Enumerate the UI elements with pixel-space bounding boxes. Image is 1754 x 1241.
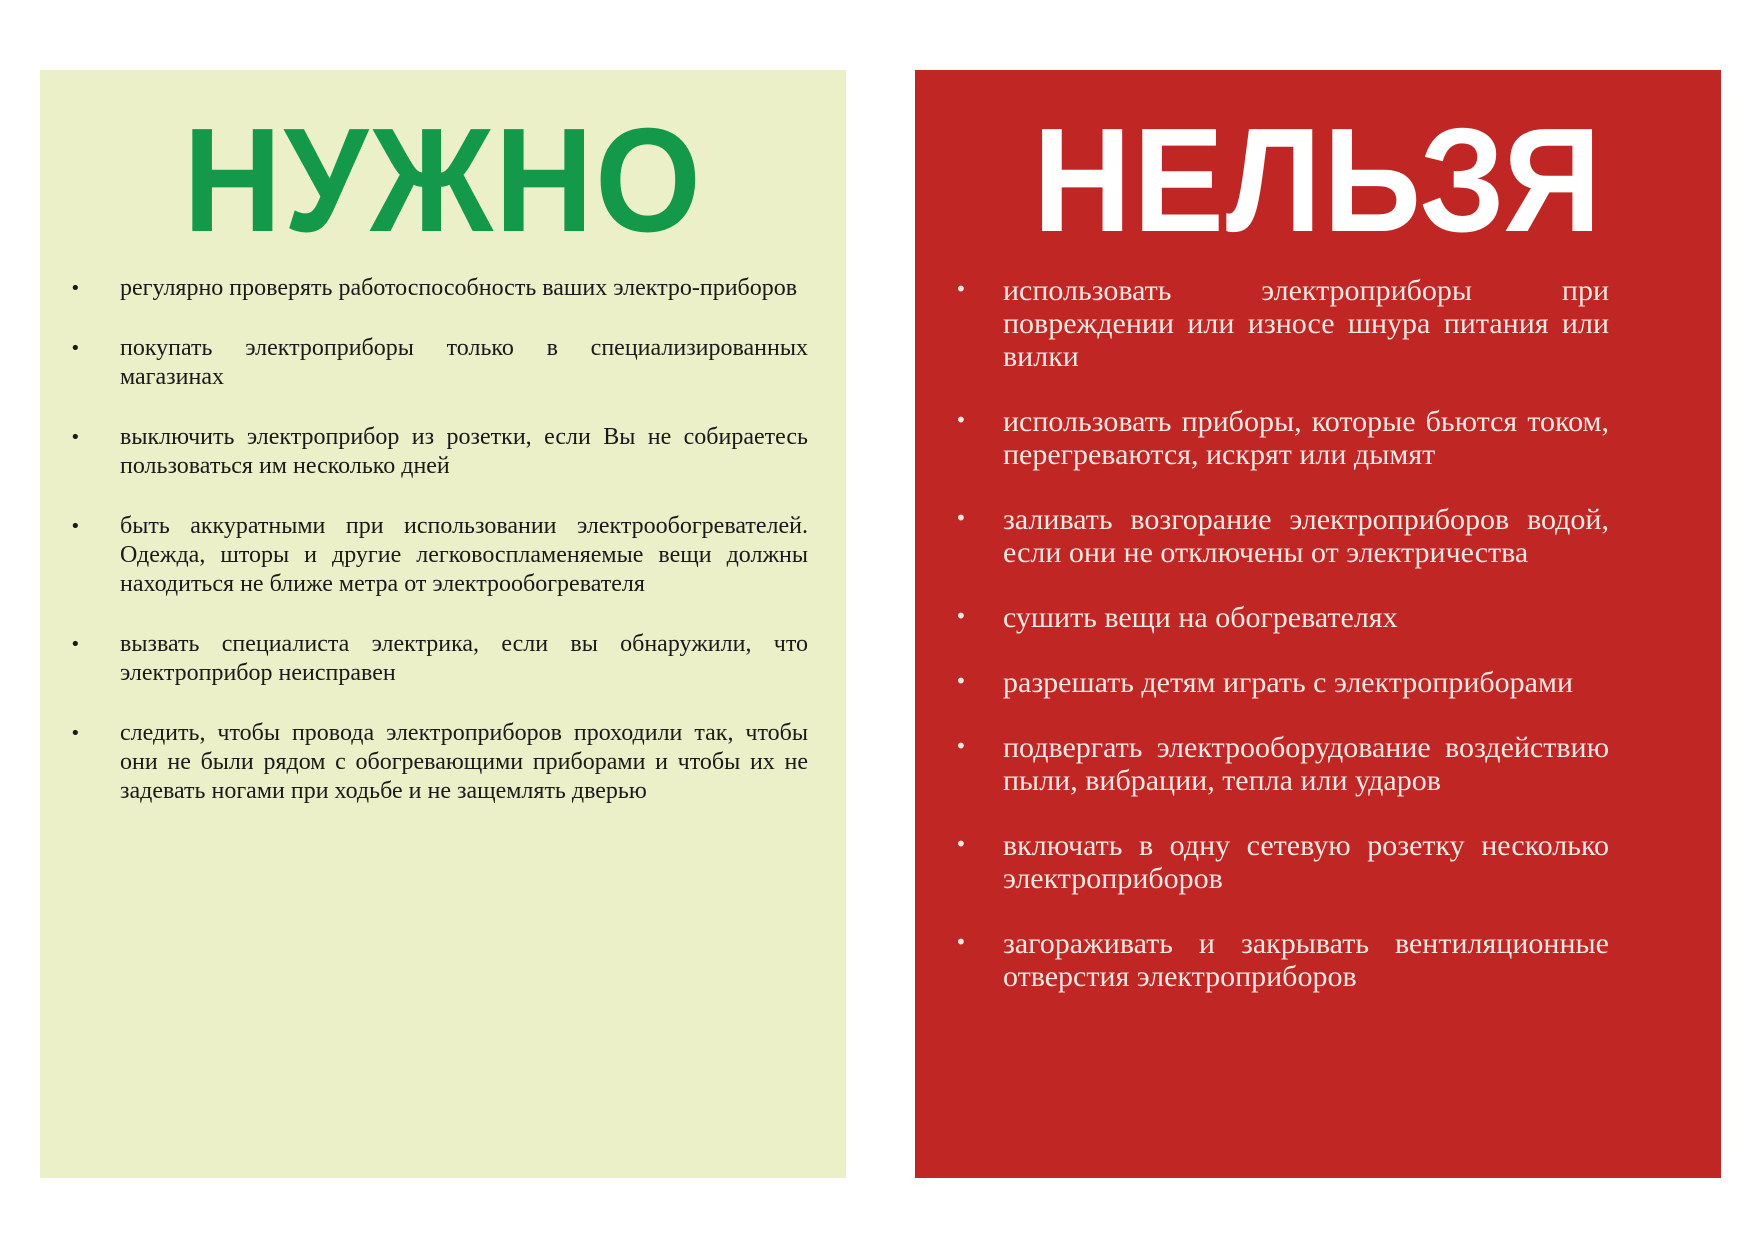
bullet-icon: •: [955, 277, 967, 301]
dont-item-text: заливать возгорание электроприборов водой, если они не отключены от электричества: [1003, 503, 1609, 569]
dont-item-1: [955, 274, 1609, 373]
dont-item-text: разрешать детям играть с электроприборами: [1003, 666, 1573, 699]
bullet-icon: •: [70, 338, 81, 359]
dont-item-text: использовать электроприборы при повреждении или износе шнура питания или вилки: [1003, 274, 1609, 373]
dont-item-6: [955, 731, 1609, 797]
dont-item-3: [955, 503, 1609, 569]
dont-item-2: [955, 405, 1609, 471]
bullet-icon: •: [70, 427, 81, 448]
dont-item-text: включать в одну сетевую розетку несколько электроприборов: [1003, 829, 1609, 895]
bullet-icon: •: [955, 408, 967, 432]
dont-item-5: [955, 666, 1609, 699]
do-item-5: [70, 630, 808, 688]
dont-title: НЕЛЬЗЯ: [1033, 98, 1603, 263]
dont-item-4: [955, 601, 1609, 634]
bullet-icon: •: [955, 734, 967, 758]
bullet-icon: •: [955, 604, 967, 628]
do-item-text: быть аккуратными при использовании электрообогревателей. Одежда, шторы и другие легковоспламеняемые вещи должны находиться не ближе метра от электрообогревателя: [120, 513, 808, 597]
dont-item-text: загораживать и закрывать вентиляционные отверстия электроприборов: [1003, 927, 1609, 993]
do-item-text: следить, чтобы провода электроприборов проходили так, чтобы они не были рядом с обогревающими приборами и чтобы их не задевать ногами при ходьбе и не защемлять дверью: [120, 720, 808, 804]
dont-item-7: [955, 829, 1609, 895]
do-item-6: [70, 719, 808, 806]
do-item-text: покупать электроприборы только в специализированных магазинах: [120, 335, 808, 390]
bullet-icon: •: [955, 669, 967, 693]
dont-list: [955, 274, 1609, 1025]
dont-panel: [915, 70, 1721, 1178]
do-title: НУЖНО: [183, 98, 703, 263]
dont-item-text: использовать приборы, которые бьются током, перегреваются, искрят или дымят: [1003, 405, 1609, 471]
bullet-icon: •: [955, 930, 967, 954]
dont-item-text: подвергать электрооборудование воздействию пыли, вибрации, тепла или ударов: [1003, 731, 1609, 797]
do-panel: [40, 70, 846, 1178]
dont-item-text: сушить вещи на обогревателях: [1003, 601, 1398, 634]
bullet-icon: •: [955, 506, 967, 530]
do-item-text: выключить электроприбор из розетки, если Вы не собираетесь пользоваться им несколько дней: [120, 424, 808, 479]
bullet-icon: •: [70, 516, 81, 537]
do-item-text: регулярно проверять работоспособность ваших электро-приборов: [120, 275, 798, 301]
do-item-3: [70, 423, 808, 481]
do-item-1: [70, 274, 808, 303]
dont-item-8: [955, 927, 1609, 993]
bullet-icon: •: [70, 634, 81, 655]
do-list: [70, 274, 808, 837]
bullet-icon: •: [955, 832, 967, 856]
do-item-text: вызвать специалиста электрика, если вы обнаружили, что электроприбор неисправен: [120, 631, 808, 686]
do-item-2: [70, 334, 808, 392]
bullet-icon: •: [70, 278, 81, 299]
do-item-4: [70, 512, 808, 599]
bullet-icon: •: [70, 723, 81, 744]
